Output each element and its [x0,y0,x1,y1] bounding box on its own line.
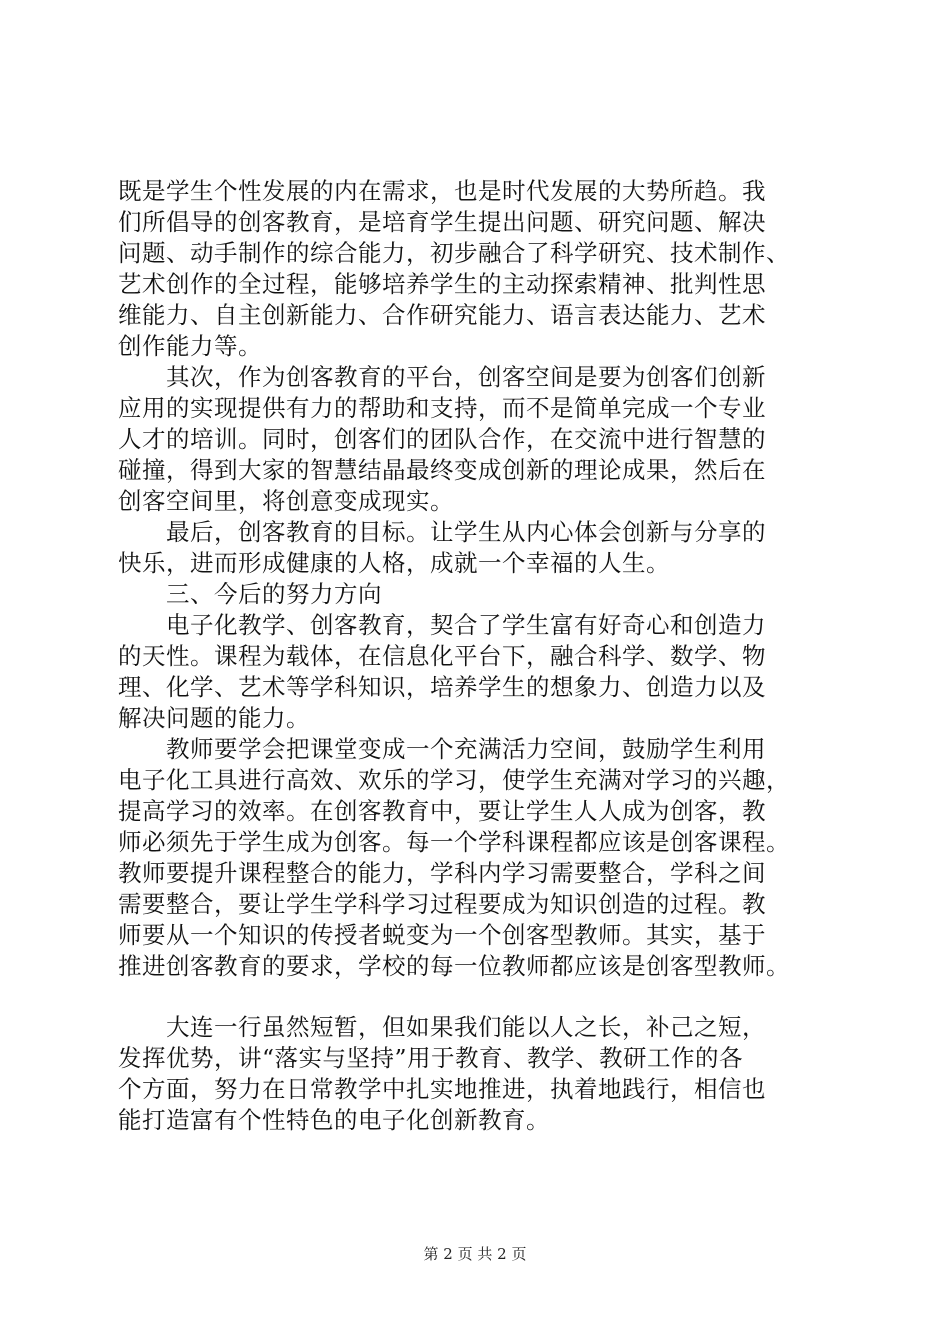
paragraph-line: 发挥优势，讲“落实与坚持”用于教育、教学、教研工作的各 [118,1044,744,1072]
paragraph-line: 快乐，进而形成健康的人格，成就一个幸福的人生。 [118,549,670,577]
paragraph-line: 师要从一个知识的传授者蜕变为一个创客型教师。其实，基于 [118,921,766,949]
paragraph-line: 艺术创作的全过程，能够培养学生的主动探索精神、批判性思 [118,270,766,298]
paragraph-line: 的天性。课程为载体，在信息化平台下，融合科学、数学、物 [118,642,766,670]
paragraph-line: 教师要提升课程整合的能力，学科内学习需要整合，学科之间 [118,859,766,887]
paragraph-line: 推进创客教育的要求，学校的每一位教师都应该是创客型教师。 [118,952,790,980]
paragraph-line: 应用的实现提供有力的帮助和支持，而不是简单完成一个专业 [118,394,766,422]
paragraph-line: 问题、动手制作的综合能力，初步融合了科学研究、技术制作、 [118,239,790,267]
paragraph-line: 既是学生个性发展的内在需求，也是时代发展的大势所趋。我 [118,177,766,205]
page-number-footer: 第 2 页 共 2 页 [423,1245,527,1263]
paragraph-line: 创作能力等。 [118,332,262,360]
paragraph-line: 电子化工具进行高效、欢乐的学习，使学生充满对学习的兴趣， [118,766,790,794]
paragraph-line: 解决问题的能力。 [118,704,310,732]
paragraph-line: 理、化学、艺术等学科知识，培养学生的想象力、创造力以及 [118,673,766,701]
paragraph-line: 其次，作为创客教育的平台，创客空间是要为创客们创新 [118,363,766,391]
paragraph-line: 提高学习的效率。在创客教育中，要让学生人人成为创客，教 [118,797,766,825]
paragraph-line: 最后，创客教育的目标。让学生从内心体会创新与分享的 [118,518,766,546]
paragraph-line: 电子化教学、创客教育，契合了学生富有好奇心和创造力 [118,611,766,639]
paragraph-line: 个方面，努力在日常教学中扎实地推进，执着地践行，相信也 [118,1075,766,1103]
paragraph-line: 碰撞，得到大家的智慧结晶最终变成创新的理论成果，然后在 [118,456,766,484]
paragraph-line: 师必须先于学生成为创客。每一个学科课程都应该是创客课程。 [118,828,790,856]
paragraph-line: 人才的培训。同时，创客们的团队合作，在交流中进行智慧的 [118,425,766,453]
paragraph-line: 维能力、自主创新能力、合作研究能力、语言表达能力、艺术 [118,301,766,329]
paragraph-line: 大连一行虽然短暂，但如果我们能以人之长，补己之短， [118,1013,766,1041]
paragraph-line: 教师要学会把课堂变成一个充满活力空间，鼓励学生利用 [118,735,766,763]
paragraph-line: 们所倡导的创客教育，是培育学生提出问题、研究问题、解决 [118,208,766,236]
paragraph-line: 需要整合，要让学生学科学习过程要成为知识创造的过程。教 [118,890,766,918]
section-heading: 三、今后的努力方向 [118,580,382,608]
paragraph-line: 创客空间里，将创意变成现实。 [118,487,454,515]
paragraph-line: 能打造富有个性特色的电子化创新教育。 [118,1106,550,1134]
